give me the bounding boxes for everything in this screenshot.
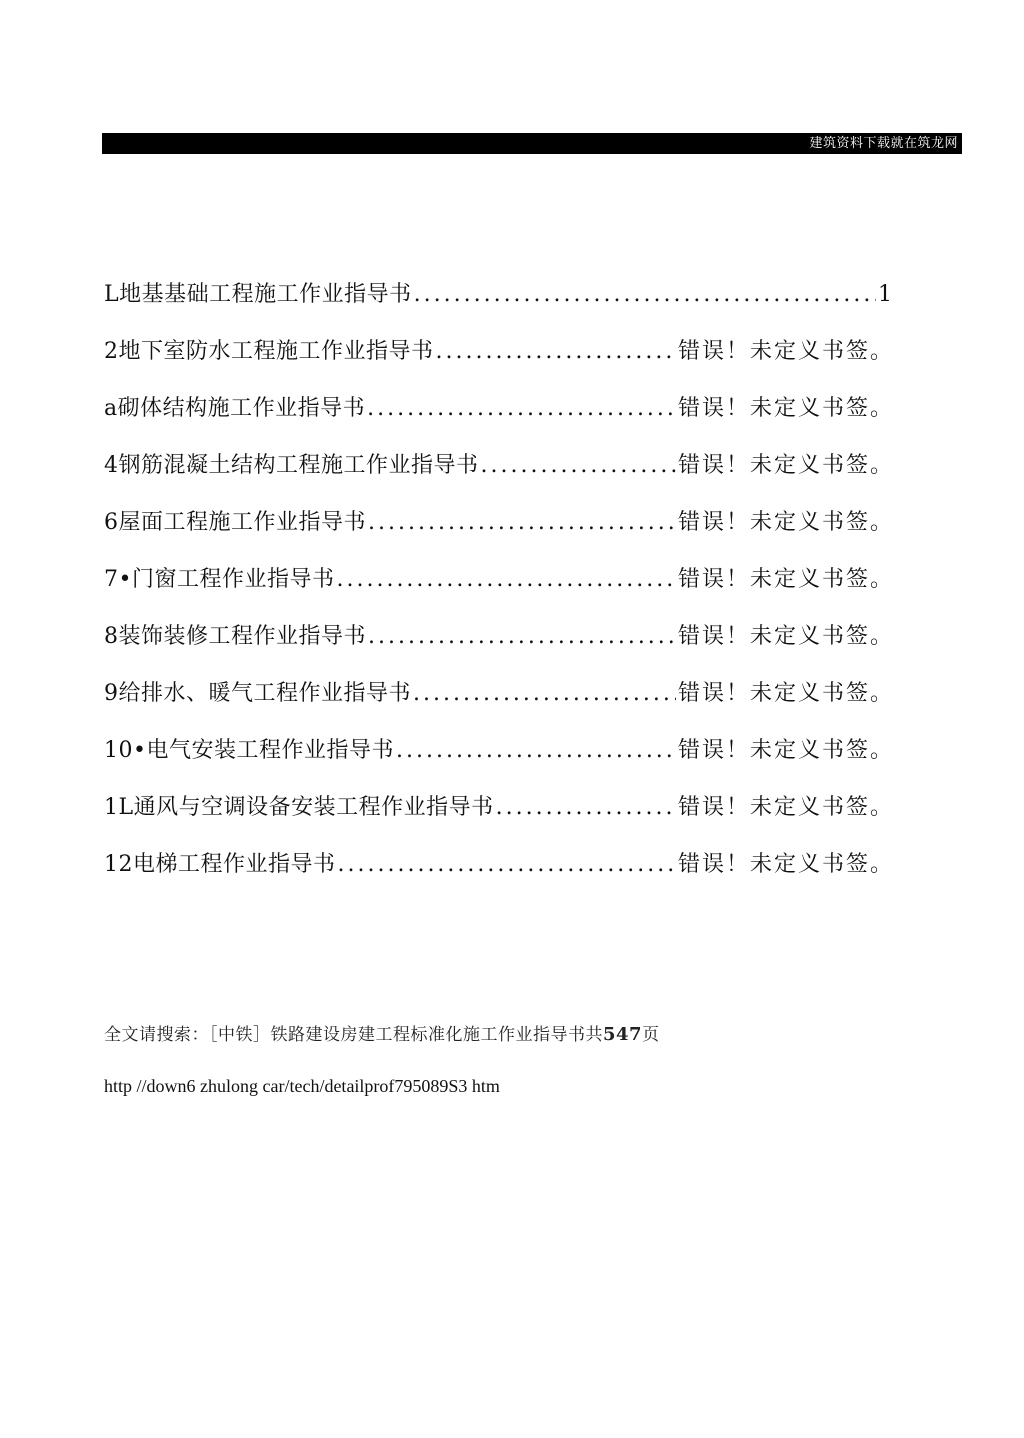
toc-entry[interactable] — [104, 278, 894, 335]
footer — [104, 1022, 964, 1099]
toc-entry[interactable] — [104, 392, 894, 449]
header-banner-text: 建筑资料下载就在筑龙网 — [809, 136, 958, 151]
toc-entry[interactable] — [104, 335, 894, 392]
toc-entry-error: 错误！未定义书签。 — [677, 396, 894, 421]
toc-entry[interactable] — [104, 506, 894, 563]
toc-leader-dots — [368, 506, 676, 540]
toc-entry-error: 错误！未定义书签。 — [677, 339, 894, 364]
toc-entry[interactable] — [104, 449, 894, 506]
toc-leader-dots — [413, 677, 676, 711]
toc-entry[interactable] — [104, 848, 894, 905]
toc-entry-title: 12电梯工程作业指导书 — [104, 852, 336, 877]
header-banner — [102, 133, 962, 154]
toc-entry-page: 1 — [878, 282, 894, 307]
toc-entry-title: 4钢筋混凝土结构工程施工作业指导书 — [104, 453, 479, 478]
toc-leader-dots — [368, 620, 676, 654]
toc-entry-error: 错误！未定义书签。 — [677, 681, 894, 706]
toc-entry-error: 错误！未定义书签。 — [677, 624, 894, 649]
toc-entry-title: a砌体结构施工作业指导书 — [104, 396, 366, 421]
toc-entry[interactable] — [104, 620, 894, 677]
toc-leader-dots — [436, 335, 676, 369]
toc-leader-dots — [414, 278, 876, 312]
toc-entry-error: 错误！未定义书签。 — [677, 852, 894, 877]
toc-leader-dots — [338, 848, 676, 882]
toc-entry-title: 8装饰装修工程作业指导书 — [104, 624, 366, 649]
page-unit: 页 — [642, 1025, 660, 1045]
toc-leader-dots — [336, 563, 676, 597]
table-of-contents — [104, 278, 894, 905]
toc-leader-dots — [481, 449, 676, 483]
download-url-link[interactable]: http //down6 zhulong car/tech/detailprof795089S3 htm — [104, 1076, 500, 1096]
search-hint-text: 全文请搜索：［中铁］铁路建设房建工程标准化施工作业指导书共 — [104, 1025, 603, 1045]
toc-entry-title: 1L通风与空调设备安装工程作业指导书 — [104, 795, 494, 820]
search-hint — [104, 1022, 964, 1048]
toc-entry-error: 错误！未定义书签。 — [677, 510, 894, 535]
toc-entry-error: 错误！未定义书签。 — [677, 795, 894, 820]
toc-entry-title: 7•门窗工程作业指导书 — [104, 567, 335, 592]
toc-leader-dots — [367, 392, 676, 426]
toc-entry[interactable] — [104, 734, 894, 791]
page-count: 547 — [603, 1024, 643, 1045]
toc-entry-title: L地基基础工程施工作业指导书 — [104, 282, 412, 307]
toc-entry-error: 错误！未定义书签。 — [677, 738, 894, 763]
toc-entry-title: 10•电气安装工程作业指导书 — [104, 738, 394, 763]
toc-leader-dots — [396, 734, 676, 768]
toc-entry-title: 2地下室防水工程施工作业指导书 — [104, 339, 434, 364]
toc-entry[interactable] — [104, 791, 894, 848]
toc-entry-title: 9给排水、暖气工程作业指导书 — [104, 681, 411, 706]
toc-entry[interactable] — [104, 677, 894, 734]
toc-entry-error: 错误！未定义书签。 — [677, 567, 894, 592]
toc-leader-dots — [496, 791, 676, 825]
toc-entry-title: 6屋面工程施工作业指导书 — [104, 510, 366, 535]
toc-entry-error: 错误！未定义书签。 — [677, 453, 894, 478]
toc-entry[interactable] — [104, 563, 894, 620]
